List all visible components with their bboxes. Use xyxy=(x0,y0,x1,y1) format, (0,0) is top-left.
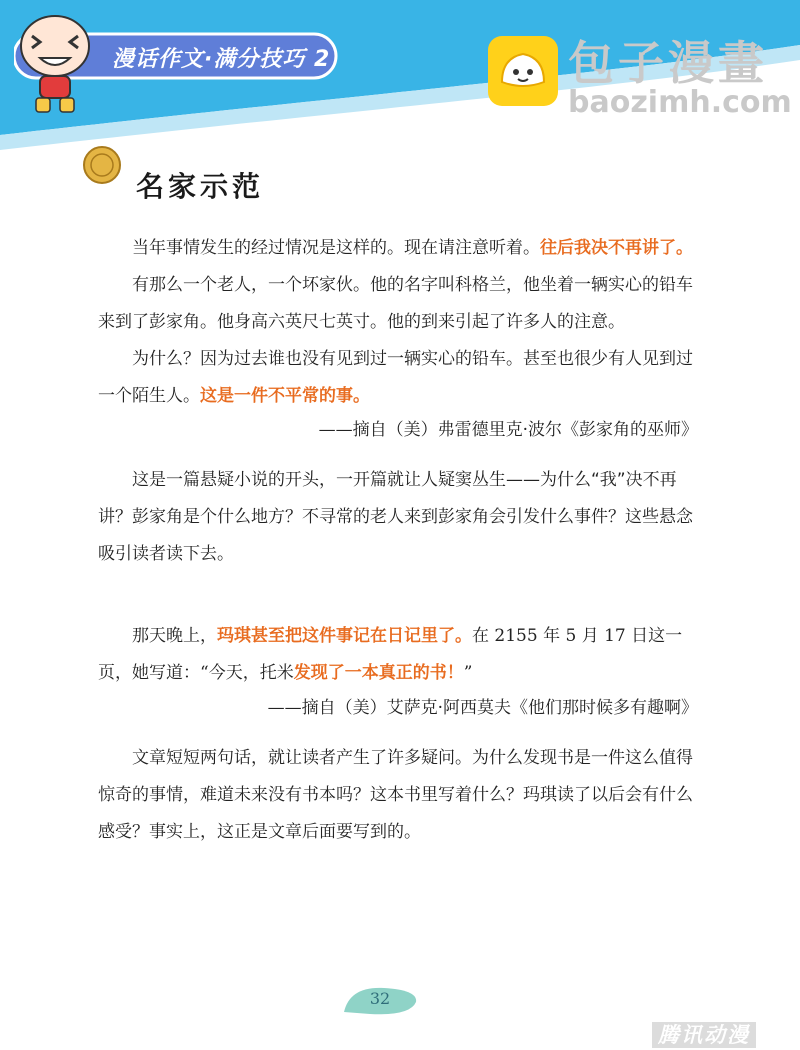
highlight-text: 往后我决不再讲了。 xyxy=(540,238,693,258)
commentary-1: 这是一篇悬疑小说的开头，一开篇就让人疑窦丛生——为什么“我”决不再讲？彭家角是个什么地方？不寻常的老人来到彭家角会引发什么事件？这些悬念吸引读者读下去。 xyxy=(98,470,693,564)
citation: ——摘自（美）弗雷德里克·波尔《彭家角的巫师》 xyxy=(318,420,698,440)
commentary-2: 文章短短两句话，就让读者产生了许多疑问。为什么发现书是一件这么值得惊奇的事情，难道未来没有书本吗？这本书里写着什么？玛琪读了以后会有什么感受？事实上，这正是文章后面要写到的。 xyxy=(98,748,693,842)
section-title: 名家示范 xyxy=(136,170,265,203)
example2-text: ” xyxy=(463,663,473,683)
example1-text: 当年事情发生的经过情况是这样的。现在请注意听着。 xyxy=(132,238,540,258)
watermark-text: 包子漫畫 xyxy=(568,36,768,90)
watermark xyxy=(488,36,792,120)
coin-icon xyxy=(82,145,122,185)
page-number: 32 xyxy=(369,989,391,1008)
example1-text: 为什么？因为过去谁也没有见到过一辆实心的铅车。甚至也很少有人见到过一个陌生人。 xyxy=(98,349,693,406)
footer-logo: 腾讯动漫 xyxy=(652,1022,756,1048)
example2-text: 在 2155 年 5 月 17 日这一页，她写道：“今天，托米 xyxy=(98,626,683,683)
example2-paragraph xyxy=(98,618,700,692)
citation: ——摘自（美）艾萨克·阿西莫夫《他们那时候多有趣啊》 xyxy=(267,698,698,718)
example2-text: 那天晚上， xyxy=(132,626,217,646)
page-number-badge xyxy=(340,982,420,1018)
highlight-text: 玛琪甚至把这件事记在日记里了。 xyxy=(217,626,472,646)
highlight-text: 这是一件不平常的事。 xyxy=(200,386,370,406)
bun-logo-icon xyxy=(488,36,558,106)
example1-paragraph-2: 有那么一个老人，一个坏家伙。他的名字叫科格兰，他坐着一辆实心的铅车来到了彭家角。他身高六英尺七英寸。他的到来引起了许多人的注意。 xyxy=(98,275,693,332)
example1-paragraph-3 xyxy=(98,341,700,415)
example1-paragraph-1 xyxy=(98,230,700,267)
highlight-text: 发现了一本真正的书！ xyxy=(293,663,464,683)
mascot-icon xyxy=(10,6,100,116)
watermark-url: baozimh.com xyxy=(568,85,792,120)
series-title: 漫话作文·满分技巧 2 xyxy=(112,47,331,72)
